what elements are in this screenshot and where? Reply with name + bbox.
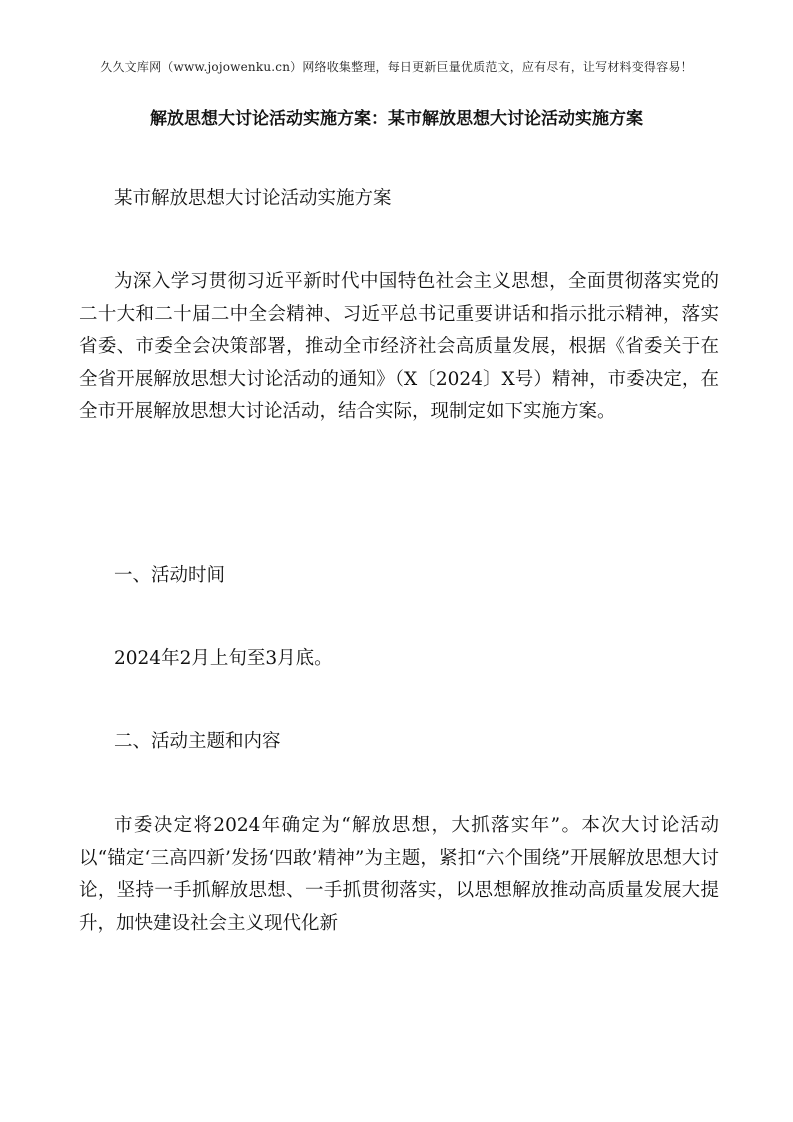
document-title: 解放思想大讨论活动实施方案：某市解放思想大讨论活动实施方案 bbox=[150, 109, 643, 129]
section-1-heading: 一、活动时间 bbox=[114, 565, 226, 586]
intro-paragraph: 为深入学习贯彻习近平新时代中国特色社会主义思想，全面贯彻落实党的二十大和二十届二中全会精神、习近平总书记重要讲话和指示批示精神，落实省委、市委全会决策部署，推动全市经济社会高质量发展，根据《省委关于在全省开展解放思想大讨论活动的通知》（X〔2024〕X号）精神，市委决定，在全市开展解放思想大讨论活动，结合实际，现制定如下实施方案。 bbox=[79, 271, 719, 422]
section-2-heading: 二、活动主题和内容 bbox=[114, 731, 281, 752]
document-subtitle: 某市解放思想大讨论活动实施方案 bbox=[114, 188, 392, 209]
theme-paragraph: 市委决定将2024年确定为“解放思想，大抓落实年”。本次大讨论活动以“锚定‘三高四新’发扬‘四敢’精神”为主题，紧扣“六个围绕”开展解放思想大讨论，坚持一手抓解放思想、一手抓贯彻落实，以思想解放推动高质量发展大提升，加快建设社会主义现代化新 bbox=[79, 815, 719, 934]
header-note: 久久文库网（www.jojowenku.cn）网络收集整理，每日更新巨量优质范文，应有尽有，让写材料变得容易！ bbox=[100, 60, 693, 74]
activity-time-text: 2024年2月上旬至3月底。 bbox=[114, 648, 333, 669]
